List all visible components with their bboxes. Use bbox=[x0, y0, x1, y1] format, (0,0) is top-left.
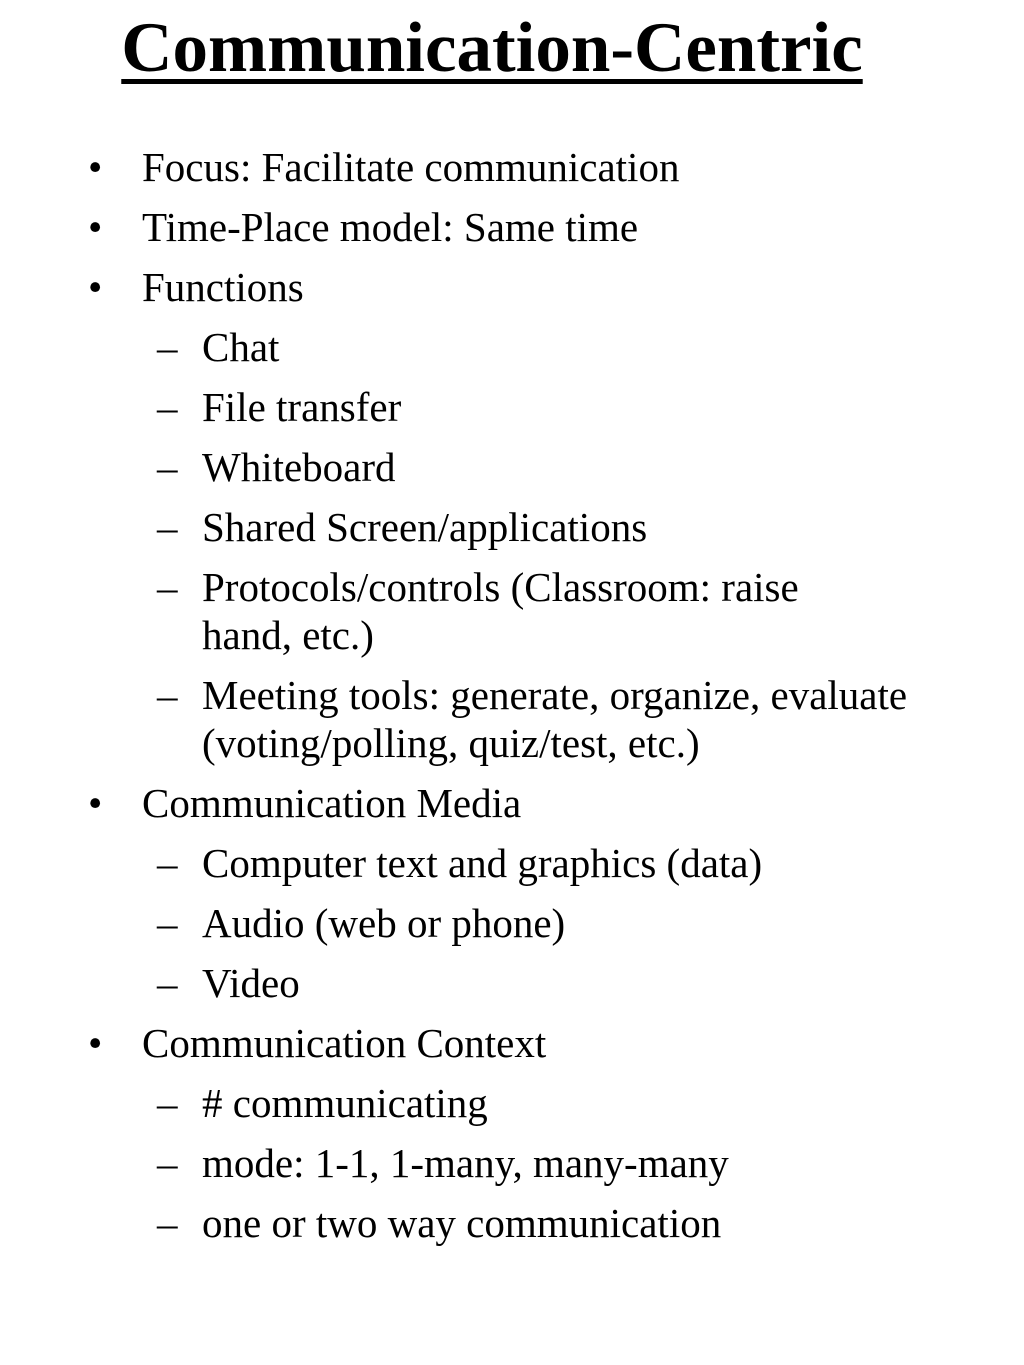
slide-title bbox=[0, 6, 984, 90]
sub-item bbox=[0, 437, 1000, 497]
sub-item-text: Protocols/controls (Classroom: raise hand, etc.) bbox=[202, 564, 799, 658]
bullet-text: Communication Context bbox=[142, 1020, 547, 1066]
sub-item bbox=[0, 377, 1000, 437]
bullet-icon: • bbox=[88, 264, 103, 310]
sub-item bbox=[0, 953, 1000, 1013]
sub-item bbox=[0, 557, 842, 665]
sub-item-text: Whiteboard bbox=[202, 444, 396, 490]
sub-list bbox=[142, 1073, 1000, 1253]
bullet-icon: • bbox=[88, 780, 103, 826]
sub-item-text: # communicating bbox=[202, 1080, 488, 1126]
sub-list bbox=[142, 833, 1000, 1013]
sub-item bbox=[0, 497, 1000, 557]
sub-item bbox=[0, 665, 932, 773]
dash-icon: – bbox=[157, 1200, 178, 1246]
sub-item-text: Meeting tools: generate, organize, evaluate (voting/polling, quiz/test, etc.) bbox=[202, 672, 908, 766]
bullet-item bbox=[0, 197, 1000, 257]
bullet-item bbox=[0, 1013, 1000, 1253]
bullet-icon: • bbox=[88, 1020, 103, 1066]
dash-icon: – bbox=[157, 564, 178, 610]
bullet-text: Functions bbox=[142, 264, 304, 310]
dash-icon: – bbox=[157, 1140, 178, 1186]
dash-icon: – bbox=[157, 384, 178, 430]
dash-icon: – bbox=[157, 444, 178, 490]
sub-item-text: Video bbox=[202, 960, 300, 1006]
dash-icon: – bbox=[157, 960, 178, 1006]
dash-icon: – bbox=[157, 1080, 178, 1126]
dash-icon: – bbox=[157, 324, 178, 370]
dash-icon: – bbox=[157, 900, 178, 946]
sub-item-text: File transfer bbox=[202, 384, 402, 430]
slide-title-text: Communication-Centric bbox=[121, 9, 863, 87]
bullet-icon: • bbox=[88, 204, 103, 250]
sub-item bbox=[0, 1193, 1000, 1253]
dash-icon: – bbox=[157, 840, 178, 886]
bullet-text: Focus: Facilitate communication bbox=[142, 144, 680, 190]
sub-item-text: Chat bbox=[202, 324, 280, 370]
dash-icon: – bbox=[157, 504, 178, 550]
bullet-icon: • bbox=[88, 144, 103, 190]
sub-item-text: Shared Screen/applications bbox=[202, 504, 648, 550]
sub-item-text: Computer text and graphics (data) bbox=[202, 840, 763, 886]
sub-item-text: one or two way communication bbox=[202, 1200, 722, 1246]
dash-icon: – bbox=[157, 672, 178, 718]
sub-item bbox=[0, 833, 1000, 893]
bullet-item bbox=[0, 137, 1000, 197]
sub-item bbox=[0, 1073, 1000, 1133]
bullet-text: Time-Place model: Same time bbox=[142, 204, 639, 250]
sub-item-text: mode: 1-1, 1-many, many-many bbox=[202, 1140, 729, 1186]
sub-item-text: Audio (web or phone) bbox=[202, 900, 566, 946]
sub-item bbox=[0, 1133, 1000, 1193]
bullet-item bbox=[0, 773, 1000, 1013]
bullet-text: Communication Media bbox=[142, 780, 522, 826]
sub-item bbox=[0, 893, 1000, 953]
bullet-item bbox=[0, 257, 1000, 773]
sub-item bbox=[0, 317, 1000, 377]
bullet-list bbox=[0, 137, 1000, 1253]
sub-list bbox=[142, 317, 1000, 773]
